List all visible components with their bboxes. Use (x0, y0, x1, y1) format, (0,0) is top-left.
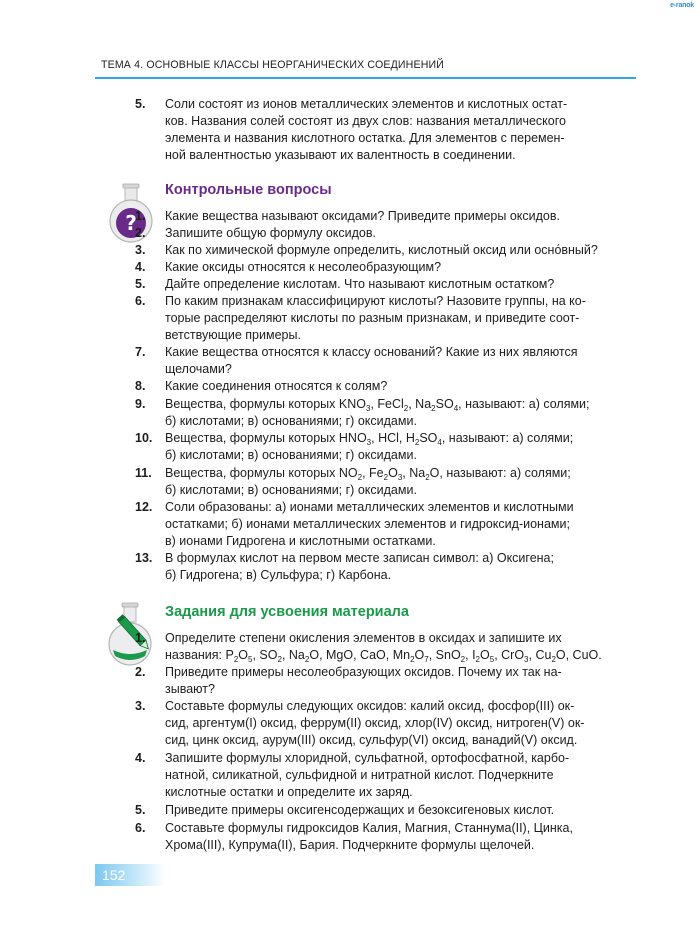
item-number: 5. (135, 803, 146, 817)
tasks-title: Задания для усвоения материала (165, 604, 409, 620)
svg-text:?: ? (125, 211, 137, 235)
question-item (135, 276, 636, 293)
item-text: Какие вещества относятся к классу оснований? Какие из них являются щелочами? (165, 345, 578, 376)
item-text: Какие оксиды относятся к несолеобразующим? (165, 260, 442, 274)
question-item (135, 550, 636, 584)
item-number: 6. (135, 294, 146, 308)
item-text: Какие вещества называют оксидами? Приведите примеры оксидов. (165, 209, 560, 223)
question-item (135, 225, 636, 242)
item-number: 3. (135, 243, 146, 257)
item-number: 10. (135, 431, 153, 445)
question-item (135, 430, 636, 464)
item-number: 7. (135, 345, 146, 359)
item-number: 13. (135, 551, 153, 565)
question-item (135, 242, 636, 259)
item-text: Вещества, формулы которых $HNO_3$, HCl, $H_2SO_4$, называют: а) солями; б) кислотами; в) основаниями; г) оксидами. (165, 431, 574, 462)
item-text: Вещества, формулы которых $NO_2$, $Fe_2O_3$, $Na_2O$, называют: а) солями; б) кислотами; в) основаниями; г) оксидами. (165, 466, 571, 497)
question-item (135, 378, 636, 395)
item-text: Составьте формулы гидроксидов Калия, Магния, Станнума(II), Цинка, Хрома(III), Купрума(II), Бария. Подчеркните формулы щелочей. (165, 821, 573, 852)
question-item (135, 293, 636, 344)
question-item (135, 208, 636, 225)
item-number: 1. (135, 631, 146, 645)
question-item (135, 465, 636, 499)
chapter-header: ТЕМА 4. ОСНОВНЫЕ КЛАССЫ НЕОРГАНИЧЕСКИХ СОЕДИНЕНИЙ (101, 59, 445, 71)
item-number: 11. (135, 466, 152, 480)
publisher-logo: e-ranok (670, 2, 694, 9)
item-number: 6. (135, 821, 146, 835)
question-item (135, 499, 636, 550)
item-text: По каким признакам классифицируют кислоты? Назовите группы, на ко- торые распределяют кислоты по разным признакам, и приведите соот- ветствующие примеры. (165, 294, 586, 342)
item-number: 12. (135, 500, 153, 514)
item-text: Составьте формулы следующих оксидов: калий оксид, фосфор(III) ок- сид, аргентум(I) оксид, феррум(II) оксид, хлор(IV) оксид, нитроген(V) ок- сид, цинк оксид, аурум(III) оксид, сульфур(VI) оксид, ванадий(V) оксид. (165, 699, 585, 747)
page-number-box (95, 864, 165, 886)
item-text: Определите степени окисления элементов в оксидах и запишите их названия: $P_2O_5$, $SO_2$, $Na_2O$, MgO, CaO, $Mn_2O_7$, SnO$_2$, $I_2O_5$, CrO$_3$, $Cu_2O$, CuO. (165, 631, 602, 664)
item-text: Соли образованы: а) ионами металлических элементов и кислотными остатками; б) ионами металлических элементов и гидроксид-ионами; в) ионами Гидрогена и кислотными остатками. (165, 500, 574, 548)
task-item (135, 820, 636, 854)
item-text: В формулах кислот на первом месте записан символ: а) Оксигена; б) Гидрогена; в) Сульфура; г) Карбона. (165, 551, 554, 582)
item-text: Запишите общую формулу оксидов. (165, 226, 376, 240)
item-number: 4. (135, 260, 146, 274)
task-item (135, 750, 636, 801)
item-text: Дайте определение кислотам. Что называют кислотным остатком? (165, 277, 555, 291)
item-text: Какие соединения относятся к солям? (165, 379, 388, 393)
header-divider (95, 77, 636, 79)
item-number: 5. (135, 277, 146, 291)
flask-pen-icon (105, 602, 157, 668)
questions-title: Контрольные вопросы (165, 182, 332, 198)
item-number: 8. (135, 379, 146, 393)
item-text: Приведите примеры оксигенсодержащих и безоксигеновых кислот. (165, 803, 555, 817)
intro-list-item (135, 96, 636, 164)
flask-question-icon (105, 183, 157, 245)
item-text: Запишите формулы хлоридной, сульфатной, ортофосфатной, карбо- натной, силикатной, сульфидной и нитратной кислот. Подчеркните кислотные остатки и определите их заряд. (165, 751, 570, 799)
item-text: Как по химической формуле определить, кислотный оксид или осно́вный? (165, 243, 598, 257)
task-item (135, 630, 636, 664)
item-number: 2. (135, 665, 146, 679)
item-number: 3. (135, 699, 146, 713)
task-item (135, 802, 636, 819)
item-number: 9. (135, 397, 146, 411)
page-number: 152 (102, 867, 126, 883)
item-number: 4. (135, 751, 146, 765)
item-number: 1. (135, 209, 146, 223)
item-text: Приведите примеры несолеобразующих оксидов. Почему их так на- зывают? (165, 665, 562, 696)
question-item (135, 396, 636, 430)
item-number: 2. (135, 226, 146, 240)
item-number: 5. (135, 97, 146, 111)
item-text: Соли состоят из ионов металлических элементов и кислотных остат- ков. Названия солей состоят из двух слов: названия металлического элемента и названия кислотного остатка. Для элементов с перемен- ной валентностью указывают их валентность в соединении. (165, 97, 568, 162)
item-text: Вещества, формулы которых $KNO_3$, FeCl$_2$, $Na_2SO_4$, называют: а) солями; б) кислотами; в) основаниями; г) оксидами. (165, 397, 590, 428)
question-item (135, 344, 636, 378)
task-item (135, 698, 636, 749)
question-item (135, 259, 636, 276)
task-item (135, 664, 636, 698)
